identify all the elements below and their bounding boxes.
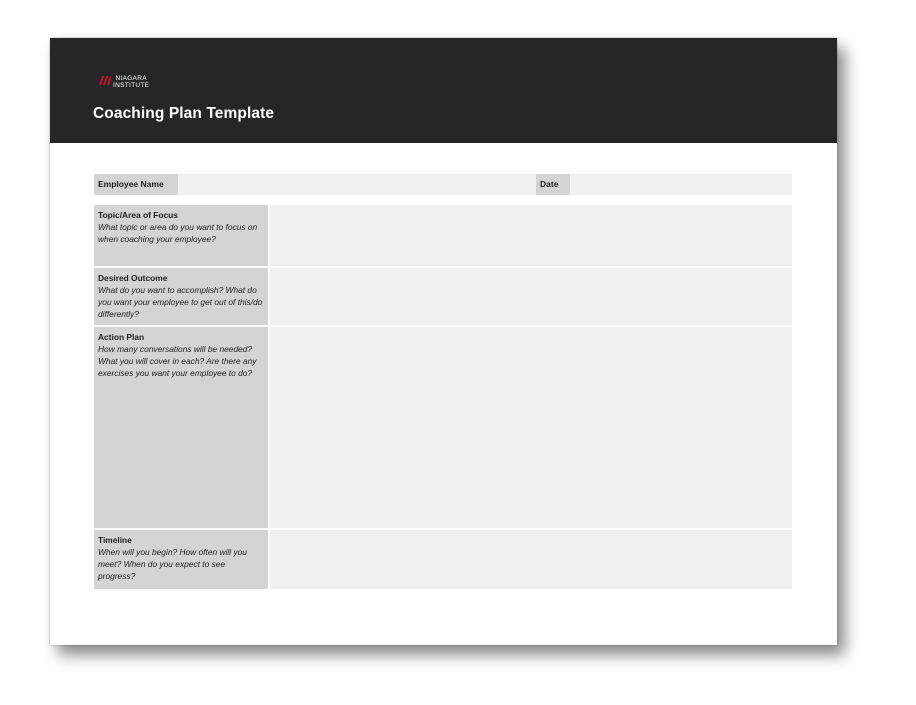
section-action-plan-label: Action Plan <box>98 332 145 342</box>
section-action-plan-field[interactable] <box>270 327 792 528</box>
section-topic-hint: What topic or area do you want to focus on when coaching your employee? <box>98 222 258 244</box>
section-action-plan-row <box>94 327 792 528</box>
section-timeline-field[interactable] <box>270 530 792 589</box>
section-timeline-row <box>94 530 792 589</box>
document-header <box>50 38 837 143</box>
section-action-plan-label-cell <box>94 327 268 528</box>
logo-text <box>113 75 149 89</box>
logo-slashes-icon <box>97 76 111 85</box>
section-outcome-hint: What do you want to accomplish? What do you want your employee to get out of this/do differently? <box>98 285 263 319</box>
date-label: Date <box>536 174 570 195</box>
section-outcome-label-cell <box>94 268 268 325</box>
section-timeline-label-cell <box>94 530 268 589</box>
employee-name-label: Employee Name <box>94 174 178 195</box>
section-topic-row <box>94 205 792 266</box>
logo-line-1: NIAGARA <box>115 75 147 82</box>
employee-date-row <box>94 174 792 195</box>
document-title: Coaching Plan Template <box>93 105 275 122</box>
logo-line-2: INSTITUTE <box>113 82 150 89</box>
section-action-plan-hint: How many conversations will be needed? What you will cover in each? Are there any exercises you want your employee to do? <box>98 344 257 378</box>
section-outcome-row <box>94 268 792 325</box>
niagara-institute-logo <box>97 75 149 89</box>
section-topic-field[interactable] <box>270 205 792 266</box>
date-field[interactable] <box>570 174 792 195</box>
section-outcome-label: Desired Outcome <box>98 273 168 283</box>
section-topic-label: Topic/Area of Focus <box>98 210 178 220</box>
document-page <box>50 38 837 645</box>
section-timeline-hint: When will you begin? How often will you meet? When do you expect to see progress? <box>98 547 247 581</box>
section-topic-label-cell <box>94 205 268 266</box>
employee-name-field[interactable] <box>178 174 536 195</box>
section-outcome-field[interactable] <box>270 268 792 325</box>
section-timeline-label: Timeline <box>98 535 132 545</box>
